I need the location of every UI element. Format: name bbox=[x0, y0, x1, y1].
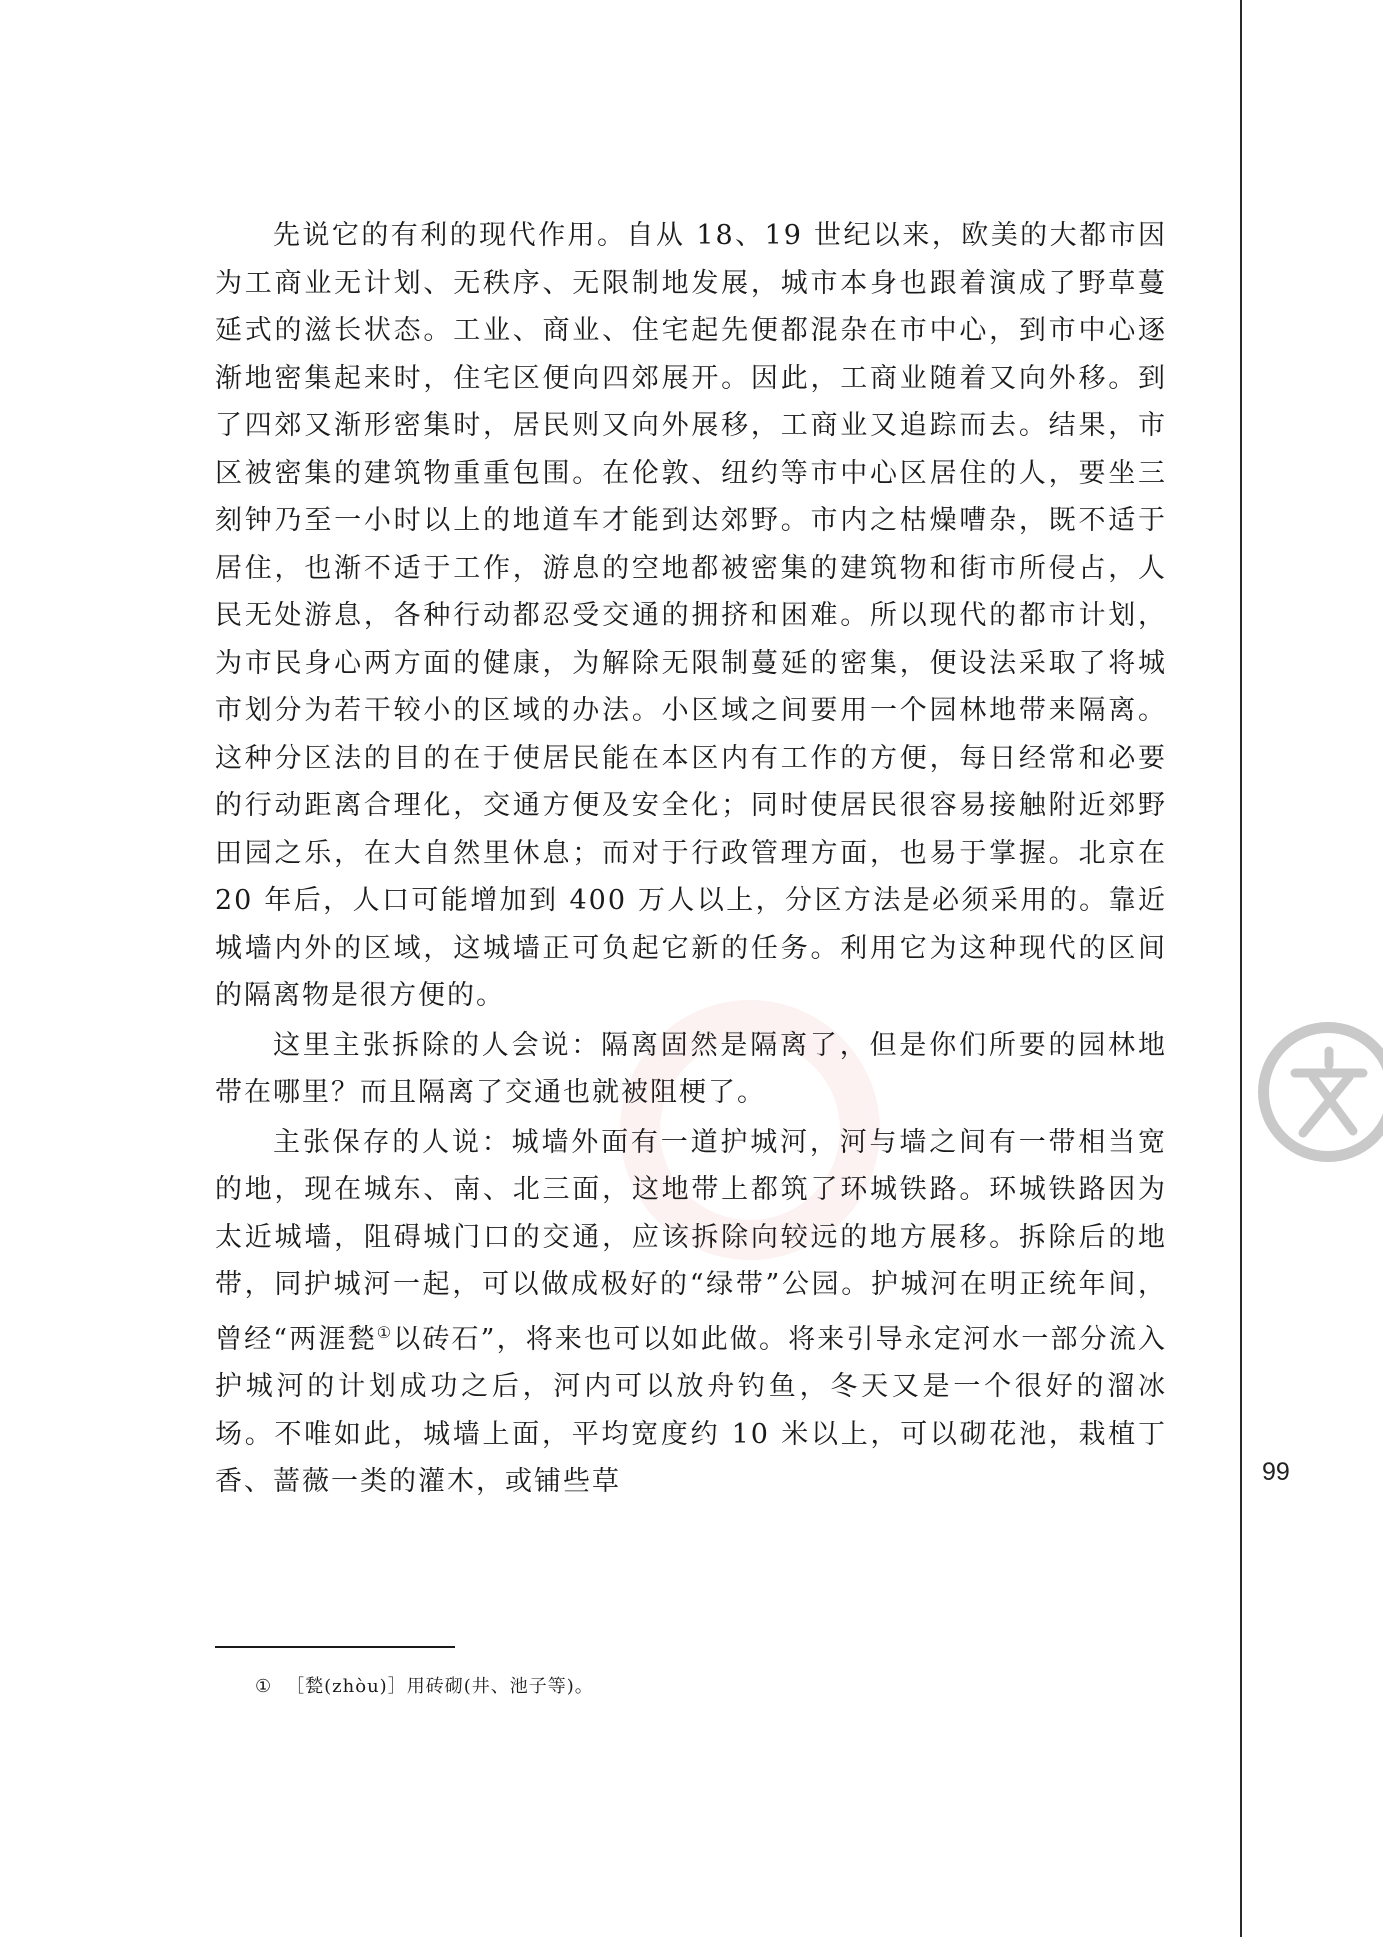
footnote-divider bbox=[215, 1646, 455, 1648]
chapter-badge bbox=[1258, 1022, 1383, 1162]
paragraph-3-part-2: 以砖石”，将来也可以如此做。将来引导永定河水一部分流入护城河的计划成功之后，河内可以放舟钓鱼，冬天又是一个很好的溜冰场。不唯如此，城墙上面，平均宽度约 10 米以上，可以砌花池，栽植丁香、蔷薇一类的灌木，或铺些草 bbox=[215, 1323, 1167, 1497]
page-edge-rule bbox=[1240, 0, 1242, 1937]
footnote-reference[interactable]: ① bbox=[376, 1322, 394, 1342]
body-text bbox=[215, 212, 1167, 1508]
page-number: 99 bbox=[1262, 1458, 1290, 1486]
footnote bbox=[255, 1674, 1155, 1700]
wen-character-icon bbox=[1275, 1039, 1383, 1147]
footnote-text: ［甃(zhòu)］用砖砌(井、池子等)。 bbox=[286, 1676, 594, 1697]
paragraph-1: 先说它的有利的现代作用。自从 18、19 世纪以来，欧美的大都市因为工商业无计划、无秩序、无限制地发展，城市本身也跟着演成了野草蔓延式的滋长状态。工业、商业、住宅起先便都混杂在市中心，到市中心逐渐地密集起来时，住宅区便向四郊展开。因此，工商业随着又向外移。到了四郊又渐形密集时，居民则又向外展移，工商业又追踪而去。结果，市区被密集的建筑物重重包围。在伦敦、纽约等市中心区居住的人，要坐三刻钟乃至一小时以上的地道车才能到达郊野。市内之枯燥嘈杂，既不适于居住，也渐不适于工作，游息的空地都被密集的建筑物和街市所侵占，人民无处游息，各种行动都忍受交通的拥挤和困难。所以现代的都市计划，为市民身心两方面的健康，为解除无限制蔓延的密集，便设法采取了将城市划分为若干较小的区域的办法。小区域之间要用一个园林地带来隔离。这种分区法的目的在于使居民能在本区内有工作的方便，每日经常和必要的行动距离合理化，交通方便及安全化；同时使居民很容易接触附近郊野田园之乐，在大自然里休息；而对于行政管理方面，也易于掌握。北京在 20 年后，人口可能增加到 400 万人以上，分区方法是必须采用的。靠近城墙内外的区域，这城墙正可负起它新的任务。利用它为这种现代的区间的隔离物是很方便的。 bbox=[215, 220, 1167, 1011]
paragraph-3 bbox=[215, 1119, 1167, 1506]
paragraph-3-part-1: 主张保存的人说：城墙外面有一道护城河，河与墙之间有一带相当宽的地，现在城东、南、北三面，这地带上都筑了环城铁路。环城铁路因为太近城墙，阻碍城门口的交通，应该拆除向较远的地方展移。拆除后的地带，同护城河一起，可以做成极好的“绿带”公园。护城河在明正统年间，曾经“两涯甃 bbox=[215, 1126, 1167, 1355]
footnote-mark: ① bbox=[255, 1676, 273, 1697]
paragraph-2: 这里主张拆除的人会说：隔离固然是隔离了，但是你们所要的园林地带在哪里？而且隔离了交通也就被阻梗了。 bbox=[215, 1029, 1167, 1108]
